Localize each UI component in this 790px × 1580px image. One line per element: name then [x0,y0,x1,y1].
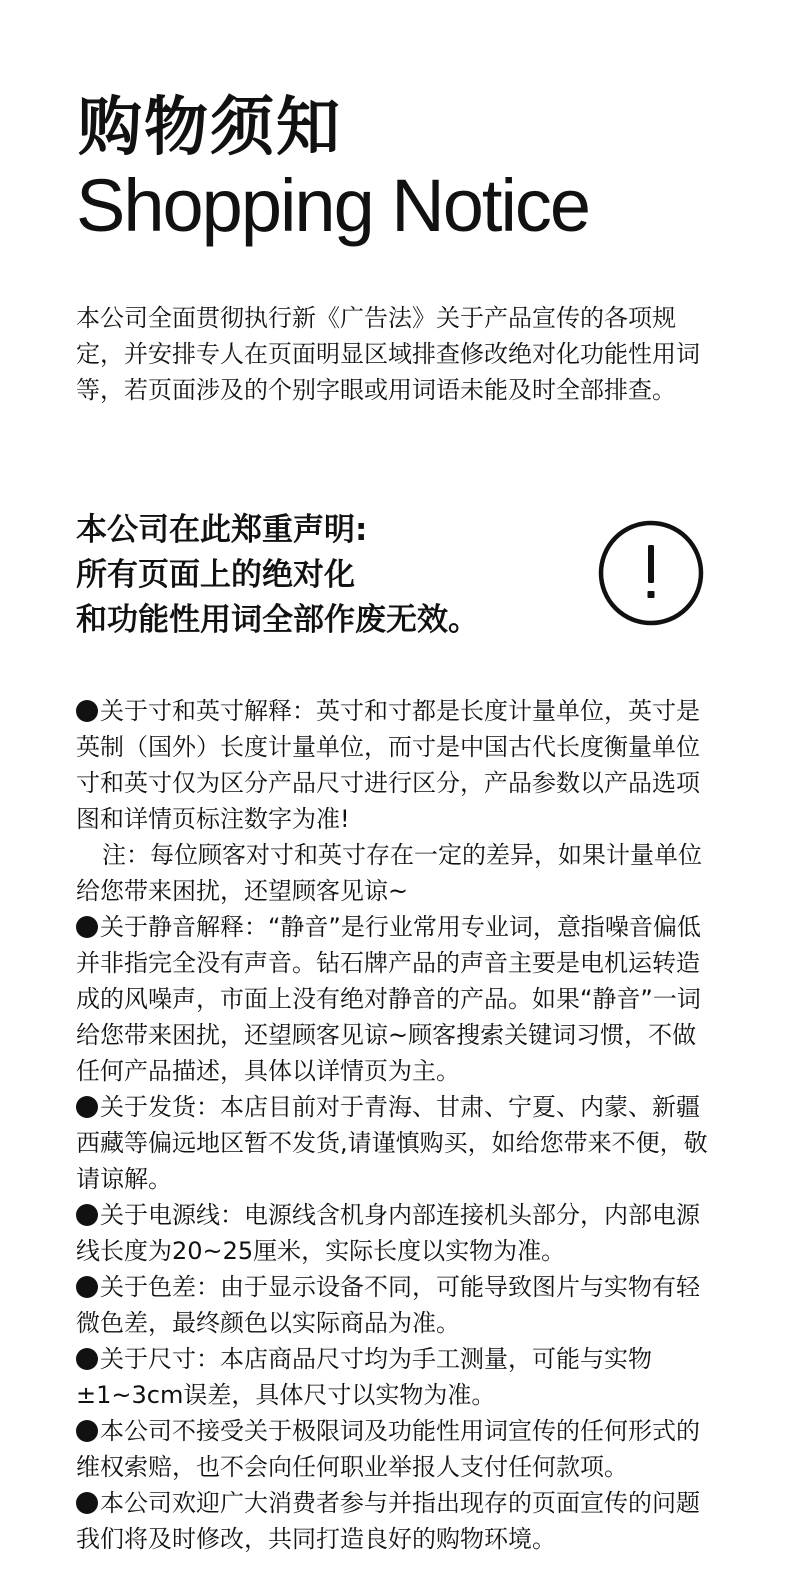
bullet-icon [76,916,98,938]
notice-text: 关于寸和英寸解释：英寸和寸都是长度计量单位，英寸是英制（国外）长度计量单位，而寸是中国古代长度衡量单位寸和英寸仅为区分产品尺寸进行区分，产品参数以产品选项图和详情页标注数字为准! [76,697,700,833]
page-title-chinese: 购物须知 [78,91,342,165]
notice-text: 关于电源线：电源线含机身内部连接机头部分，内部电源线长度为20~25厘米，实际长度以实物为准。 [76,1201,700,1265]
intro-paragraph: 本公司全面贯彻执行新《广告法》关于产品宣传的各项规定，并安排专人在页面明显区域排查修改绝对化功能性用词等，若页面涉及的个别字眼或用词语未能及时全部排查。 [76,304,700,404]
notice-inch-explanation [76,693,716,837]
declaration-line-1: 本公司在此郑重声明: [76,512,368,548]
notice-silent-explanation [76,909,716,1089]
notice-text: 关于发货：本店目前对于青海、甘肃、宁夏、内蒙、新疆西藏等偏远地区暂不发货,请谨慎购买，如给您带来不便，敬请谅解。 [76,1093,708,1193]
exclamation-circle-icon [596,518,706,628]
declaration-block [76,508,556,643]
page-title-english: Shopping Notice [76,164,590,247]
notice-list [76,693,716,1557]
notice-welcome-feedback [76,1485,716,1557]
notice-inch-remark [76,837,716,909]
declaration-line-2: 所有页面上的绝对化 [76,557,355,593]
notice-power-cord [76,1197,716,1269]
bullet-icon [76,1096,98,1118]
notice-text: 本公司不接受关于极限词及功能性用词宣传的任何形式的维权索赔，也不会向任何职业举报人支付任何款项。 [76,1417,700,1481]
bullet-icon [76,700,98,722]
notice-shipping [76,1089,716,1197]
notice-text: 本公司欢迎广大消费者参与并指出现存的页面宣传的问题我们将及时修改，共同打造良好的购物环境。 [76,1489,700,1553]
notice-text: 关于色差：由于显示设备不同，可能导致图片与实物有轻微色差，最终颜色以实际商品为准。 [76,1273,700,1337]
notice-no-claims [76,1413,716,1485]
bullet-icon [76,1204,98,1226]
bullet-icon [76,1492,98,1514]
bullet-icon [76,1420,98,1442]
notice-text: 关于静音解释：“静音”是行业常用专业词，意指噪音偏低并非指完全没有声音。钻石牌产品的声音主要是电机运转造成的风噪声，市面上没有绝对静音的产品。如果“静音”一词给您带来困扰，还望顾客见谅~顾客搜索关键词习惯，不做任何产品描述，具体以详情页为主。 [76,913,701,1085]
notice-size [76,1341,716,1413]
bullet-icon [76,1276,98,1298]
notice-color-difference [76,1269,716,1341]
bullet-icon [76,1348,98,1370]
notice-text: 关于尺寸：本店商品尺寸均为手工测量，可能与实物±1~3cm误差，具体尺寸以实物为准。 [76,1345,652,1409]
notice-text: 注：每位顾客对寸和英寸存在一定的差异，如果计量单位给您带来困扰，还望顾客见谅~ [76,841,702,905]
declaration-line-3: 和功能性用词全部作废无效。 [76,602,479,638]
